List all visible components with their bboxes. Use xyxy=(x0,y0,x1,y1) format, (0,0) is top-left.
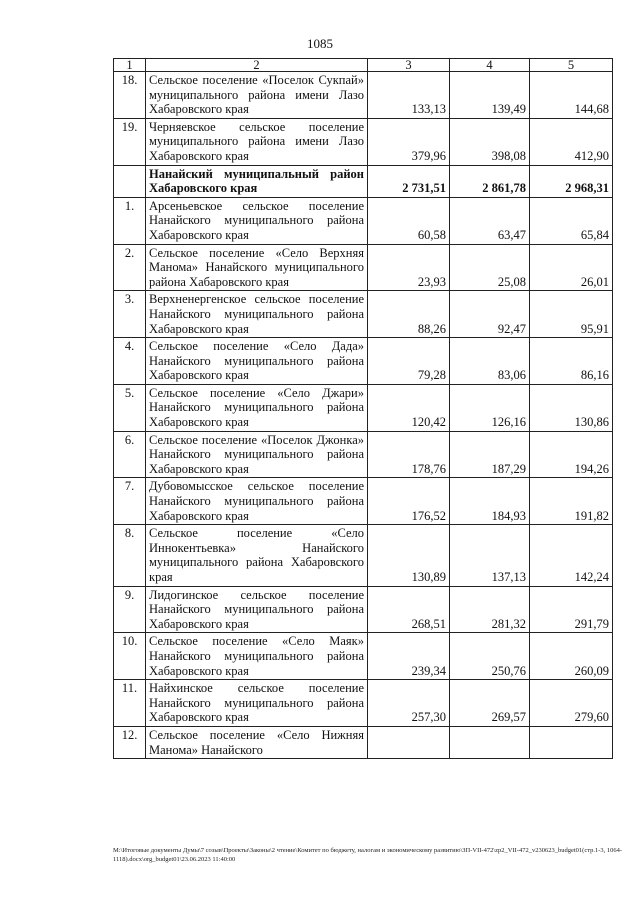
value-col5-cell xyxy=(530,726,613,758)
table-header-row xyxy=(114,59,613,72)
settlement-name-cell: Верхненергенское сельское поселение Нанайского муниципального района Хабаровского края xyxy=(146,291,368,338)
value-col4-cell: 83,06 xyxy=(450,338,530,385)
settlement-name-cell: Сельское поселение «Село Дада» Нанайского муниципального района Хабаровского края xyxy=(146,338,368,385)
value-col3-cell: 379,96 xyxy=(368,118,450,165)
value-col3-cell xyxy=(368,726,450,758)
value-col5-cell: 144,68 xyxy=(530,72,613,119)
value-col4-cell: 281,32 xyxy=(450,586,530,633)
settlement-name-cell: Сельское поселение «Село Верхняя Манома» Нанайского муниципального района Хабаровского края xyxy=(146,244,368,291)
value-col5-cell: 130,86 xyxy=(530,384,613,431)
row-number-cell: 6. xyxy=(114,431,146,478)
row-number-cell: 2. xyxy=(114,244,146,291)
table-row xyxy=(114,118,613,165)
value-col5-cell: 2 968,31 xyxy=(530,165,613,197)
value-col4-cell xyxy=(450,726,530,758)
table-row xyxy=(114,244,613,291)
table-row xyxy=(114,680,613,727)
settlement-name-cell: Сельское поселение «Село Джари» Нанайского муниципального района Хабаровского края xyxy=(146,384,368,431)
value-col4-cell: 137,13 xyxy=(450,525,530,586)
value-col5-cell: 291,79 xyxy=(530,586,613,633)
row-number-cell: 7. xyxy=(114,478,146,525)
row-number-cell: 1. xyxy=(114,197,146,244)
value-col3-cell: 79,28 xyxy=(368,338,450,385)
settlement-name-cell: Сельское поселение «Поселок Джонка» Нанайского муниципального района Хабаровского края xyxy=(146,431,368,478)
value-col5-cell: 279,60 xyxy=(530,680,613,727)
budget-table xyxy=(113,58,613,759)
table-row xyxy=(114,586,613,633)
column-header: 5 xyxy=(530,59,613,72)
value-col3-cell: 120,42 xyxy=(368,384,450,431)
value-col4-cell: 398,08 xyxy=(450,118,530,165)
value-col5-cell: 26,01 xyxy=(530,244,613,291)
value-col3-cell: 60,58 xyxy=(368,197,450,244)
row-number-cell: 5. xyxy=(114,384,146,431)
settlement-name-cell: Нанайский муниципальный район Хабаровского края xyxy=(146,165,368,197)
table-row xyxy=(114,726,613,758)
row-number-cell: 12. xyxy=(114,726,146,758)
value-col4-cell: 250,76 xyxy=(450,633,530,680)
value-col3-cell: 2 731,51 xyxy=(368,165,450,197)
value-col3-cell: 268,51 xyxy=(368,586,450,633)
table-row xyxy=(114,291,613,338)
value-col5-cell: 95,91 xyxy=(530,291,613,338)
settlement-name-cell: Сельское поселение «Село Нижняя Манома» Нанайского xyxy=(146,726,368,758)
value-col4-cell: 92,47 xyxy=(450,291,530,338)
settlement-name-cell: Сельское поселение «Поселок Сукпай» муниципального района имени Лазо Хабаровского края xyxy=(146,72,368,119)
table-row xyxy=(114,197,613,244)
table-row xyxy=(114,72,613,119)
value-col3-cell: 176,52 xyxy=(368,478,450,525)
file-path-footer: M:\Итоговые документы Думы\7 созыв\Проекты\Законы\2 чтение\Комитет по бюджету, налогам и экономическому развитию\ЗП-VII-472\zp2_VII-472_v230623_budget01(стр.1-3, 1064-1118).docx\org_budget01\23.06.2023 11:40:00 xyxy=(113,847,623,863)
table-row xyxy=(114,633,613,680)
value-col3-cell: 88,26 xyxy=(368,291,450,338)
row-number-cell: 19. xyxy=(114,118,146,165)
value-col5-cell: 260,09 xyxy=(530,633,613,680)
value-col4-cell: 269,57 xyxy=(450,680,530,727)
value-col3-cell: 257,30 xyxy=(368,680,450,727)
column-header: 4 xyxy=(450,59,530,72)
settlement-name-cell: Лидогинское сельское поселение Нанайского муниципального района Хабаровского края xyxy=(146,586,368,633)
value-col4-cell: 25,08 xyxy=(450,244,530,291)
column-header: 1 xyxy=(114,59,146,72)
value-col4-cell: 63,47 xyxy=(450,197,530,244)
value-col5-cell: 65,84 xyxy=(530,197,613,244)
row-number-cell: 4. xyxy=(114,338,146,385)
row-number-cell xyxy=(114,165,146,197)
value-col3-cell: 130,89 xyxy=(368,525,450,586)
value-col5-cell: 86,16 xyxy=(530,338,613,385)
value-col4-cell: 126,16 xyxy=(450,384,530,431)
row-number-cell: 9. xyxy=(114,586,146,633)
value-col4-cell: 139,49 xyxy=(450,72,530,119)
value-col3-cell: 239,34 xyxy=(368,633,450,680)
value-col5-cell: 194,26 xyxy=(530,431,613,478)
value-col3-cell: 23,93 xyxy=(368,244,450,291)
row-number-cell: 8. xyxy=(114,525,146,586)
table-row-district-total xyxy=(114,165,613,197)
table-row xyxy=(114,525,613,586)
value-col3-cell: 178,76 xyxy=(368,431,450,478)
row-number-cell: 3. xyxy=(114,291,146,338)
table-row xyxy=(114,431,613,478)
table-row xyxy=(114,478,613,525)
row-number-cell: 10. xyxy=(114,633,146,680)
table-row xyxy=(114,338,613,385)
settlement-name-cell: Черняевское сельское поселение муниципального района имени Лазо Хабаровского края xyxy=(146,118,368,165)
row-number-cell: 18. xyxy=(114,72,146,119)
settlement-name-cell: Сельское поселение «Село Иннокентьевка» Нанайского муниципального района Хабаровского края xyxy=(146,525,368,586)
column-header: 2 xyxy=(146,59,368,72)
column-header: 3 xyxy=(368,59,450,72)
value-col5-cell: 191,82 xyxy=(530,478,613,525)
value-col5-cell: 412,90 xyxy=(530,118,613,165)
settlement-name-cell: Сельское поселение «Село Маяк» Нанайского муниципального района Хабаровского края xyxy=(146,633,368,680)
value-col5-cell: 142,24 xyxy=(530,525,613,586)
value-col4-cell: 184,93 xyxy=(450,478,530,525)
settlement-name-cell: Дубовомысское сельское поселение Нанайского муниципального района Хабаровского края xyxy=(146,478,368,525)
settlement-name-cell: Арсеньевское сельское поселение Нанайского муниципального района Хабаровского края xyxy=(146,197,368,244)
value-col3-cell: 133,13 xyxy=(368,72,450,119)
row-number-cell: 11. xyxy=(114,680,146,727)
table-row xyxy=(114,384,613,431)
value-col4-cell: 2 861,78 xyxy=(450,165,530,197)
page-number: 1085 xyxy=(307,36,333,51)
value-col4-cell: 187,29 xyxy=(450,431,530,478)
settlement-name-cell: Найхинское сельское поселение Нанайского муниципального района Хабаровского края xyxy=(146,680,368,727)
